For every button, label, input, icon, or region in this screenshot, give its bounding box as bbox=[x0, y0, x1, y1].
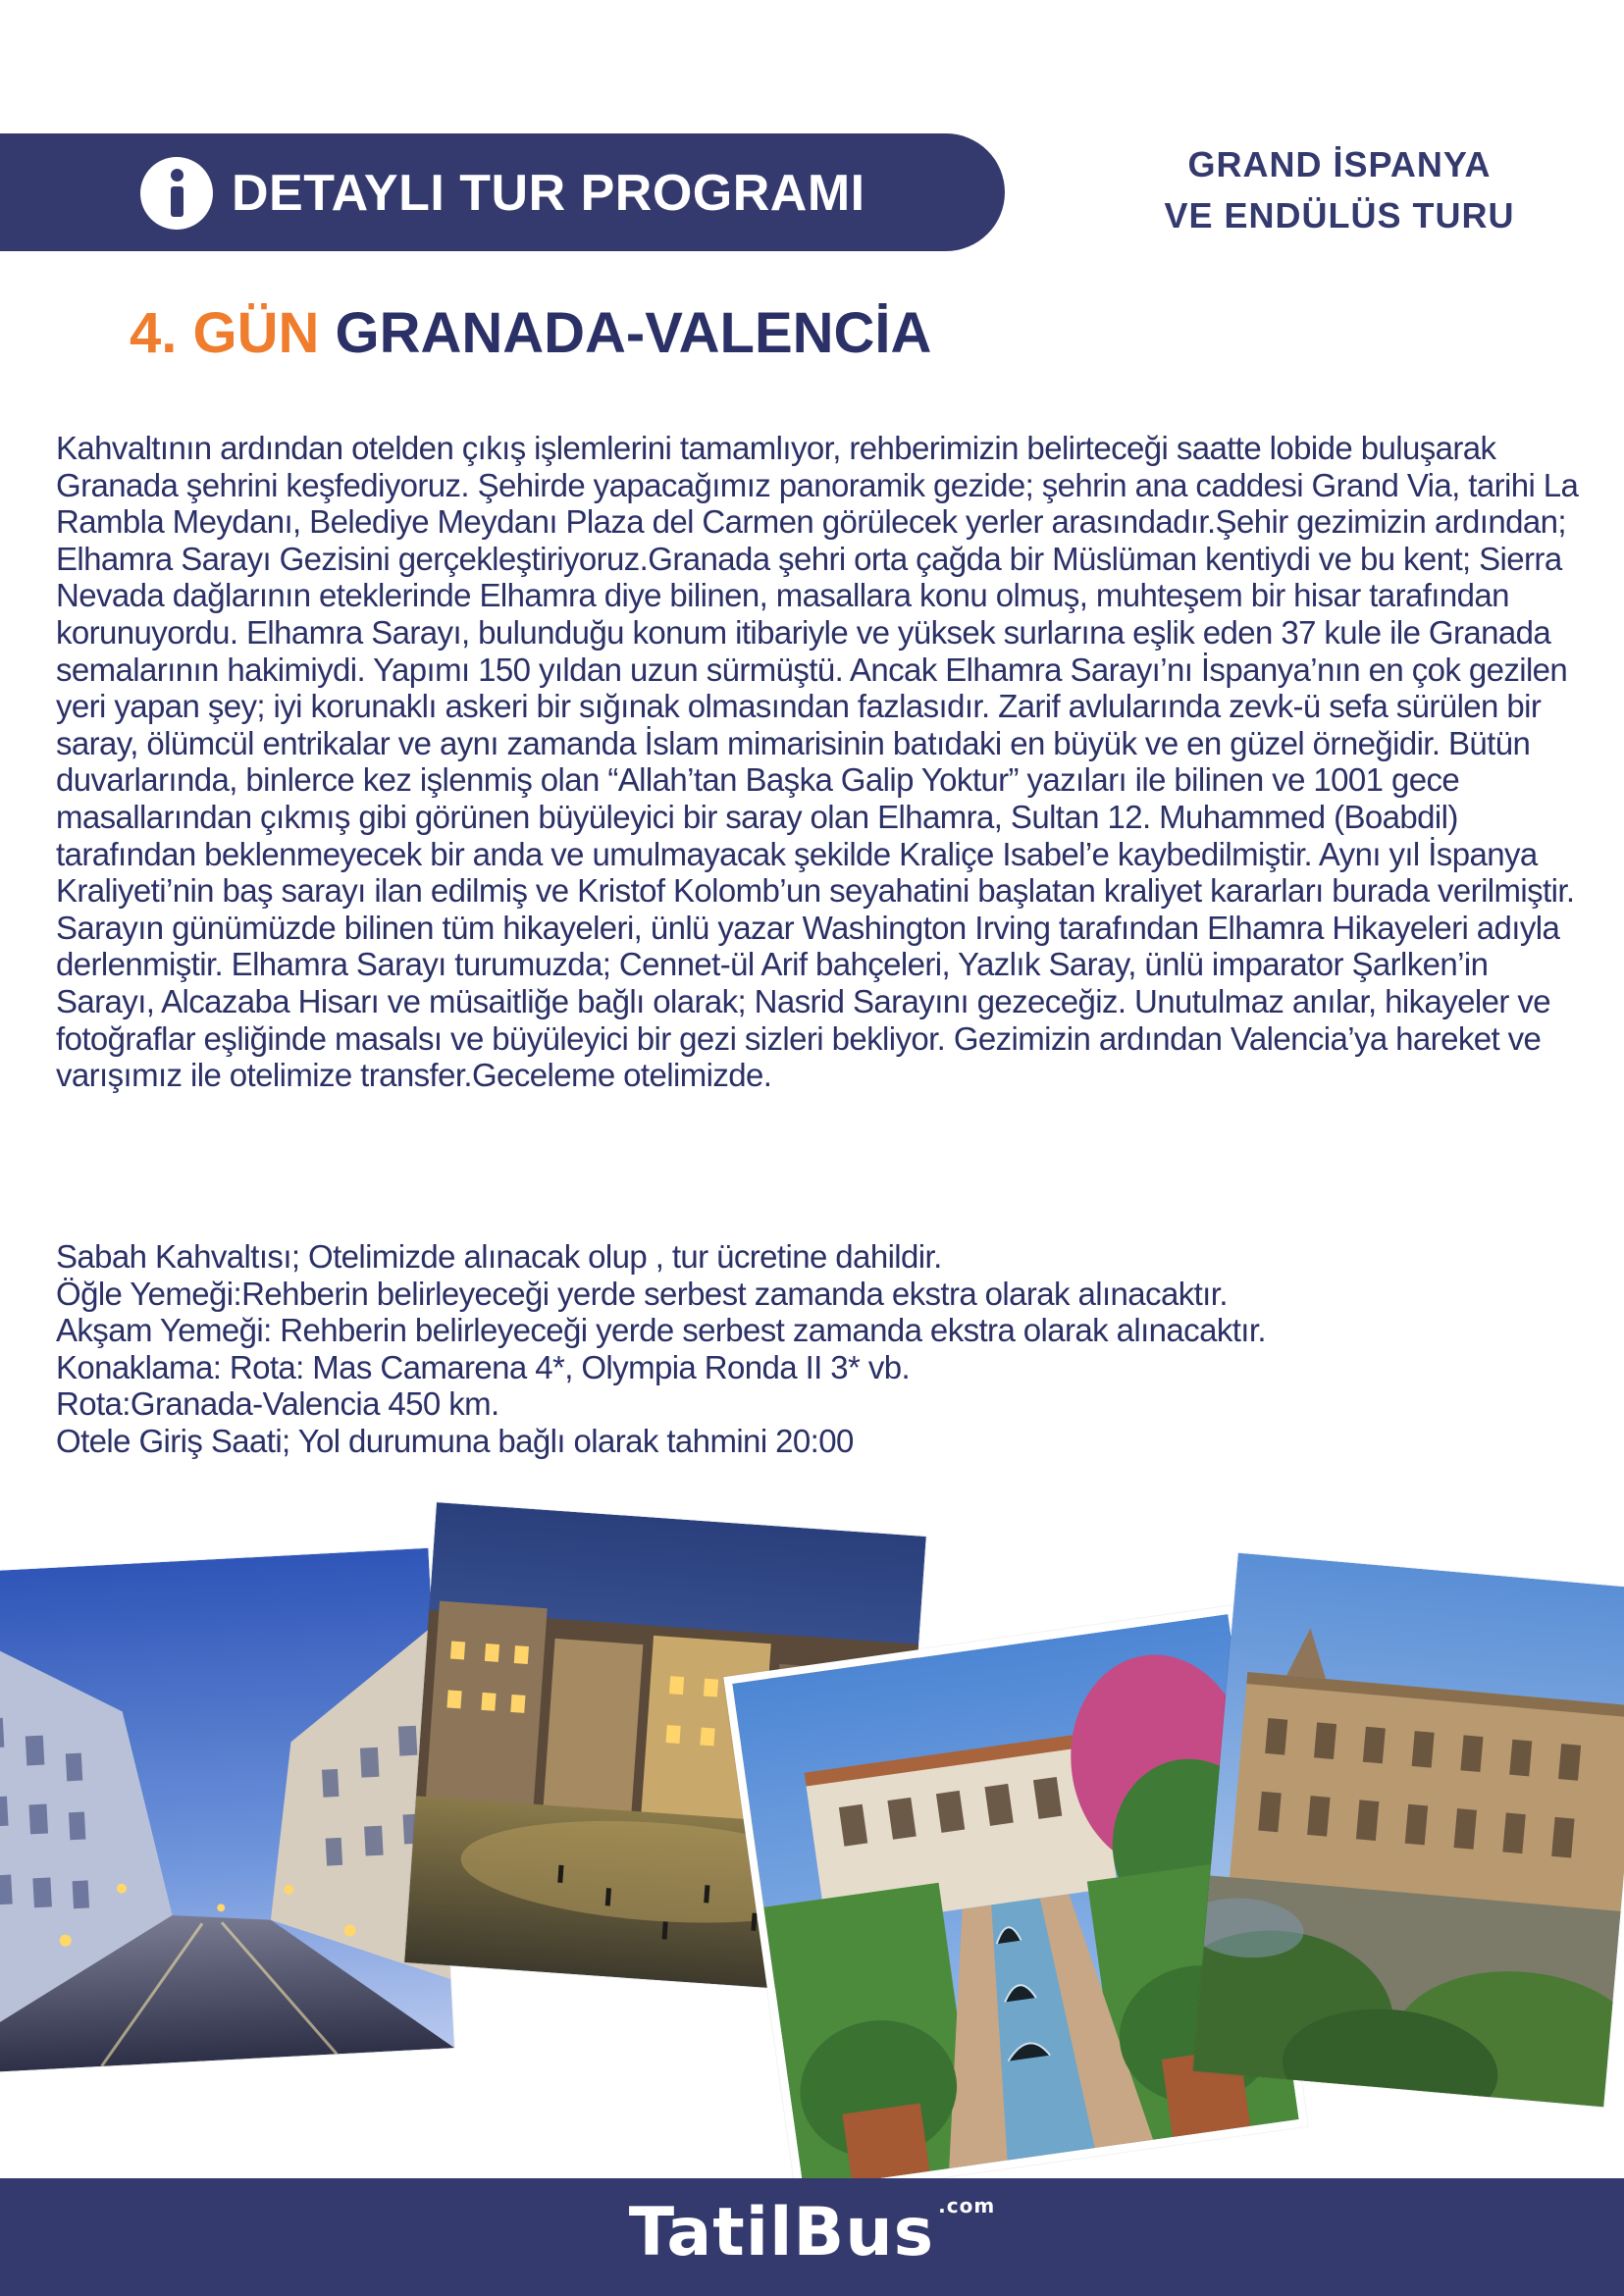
tour-name bbox=[1119, 139, 1560, 241]
info-icon-dot bbox=[171, 169, 183, 182]
dinner-info: Akşam Yemeği: Rehberin belirleyeceği yerde serbest zamanda ekstra olarak alınacaktır. bbox=[56, 1312, 1267, 1349]
day-info-list bbox=[56, 1238, 1587, 1460]
breakfast-info: Sabah Kahvaltısı; Otelimizde alınacak olup , tur ücretine dahildir. bbox=[56, 1238, 942, 1275]
day-number: 4. GÜN bbox=[130, 301, 320, 365]
info-icon-stem bbox=[171, 186, 183, 217]
info-icon bbox=[140, 157, 213, 230]
lunch-info: Öğle Yemeği:Rehberin belirleyeceği yerde serbest zamanda ekstra olarak alınacaktır. bbox=[56, 1275, 1228, 1312]
checkin-info: Otele Giriş Saati; Yol durumuna bağlı olarak tahmini 20:00 bbox=[56, 1422, 854, 1459]
day-route: GRANADA-VALENCİA bbox=[335, 301, 932, 365]
itinerary-paragraph: Kahvaltının ardından otelden çıkış işlemlerini tamamlıyor, rehberimizin belirteceği saatte lobide buluşarak Granada şehrini keşfediyoruz. Şehirde yapacağımız panoramik gezide; şehrin ana caddesi Grand Via, tarihi La Rambla Meydanı, Belediye Meydanı Plaza del Carmen görülecek yerler arasındadır.Şehir gezimizin ardından; Elhamra Sarayı Gezisini gerçekleştiriyoruz.Granada şehri orta çağda bir Müslüman kentiydi ve bu kent; Sierra Nevada dağlarının eteklerinde Elhamra diye bilinen, masallara konu olmuş, muhteşem bir hisar tarafından korunuyordu. Elhamra Sarayı, bulunduğu konum itibariyle ve yüksek surlarına eşlik eden 37 kule ile Granada semalarının hakimiydi. Yapımı 150 yıldan uzun sürmüştü. Ancak Elhamra Sarayı’nı İspanya’nın en çok gezilen yeri yapan şey; iyi korunaklı askeri bir sığınak olmasından fazlasıdır. Zarif avlularında zevk-ü sefa sürülen bir saray, ölümcül entrikalar ve aynı zamanda İslam mimarisinin batıdaki en büyük ve en güzel örneğidir. Bütün duvarlarında, binlerce kez işlenmiş olan “Allah’tan Başka Galip Yoktur” yazıları ile bilinen ve 1001 gece masallarından çıkmış gibi görünen büyüleyici bir saray olan Elhamra, Sultan 12. Muhammed (Boabdil) tarafından beklenmeyecek bir anda ve umulmayacak şekilde Kraliçe Isabel’e kaybedilmiştir. Aynı yıl İspanya Kraliyeti’nin baş sarayı ilan edilmiş ve Kristof Kolomb’un seyahatini başlatan kraliyet kararları burada verilmiştir. Sarayın günümüzde bilinen tüm hikayeleri, ünlü yazar Washington Irving tarafından Elhamra Hikayeleri adıyla derlenmiştir. Elhamra Sarayı turumuzda; Cennet-ül Arif bahçeleri, Yazlık Saray, ünlü imparator Şarlken’in Sarayı, Alcazaba Hisarı ve müsaitliğe bağlı olarak; Nasrid Sarayını gezeceğiz. Unutulmaz anılar, hikayeler ve fotoğraflar eşliğinde masalsı ve büyüleyici bir gezi sizleri bekliyor. Gezimizin ardından Valencia’ya hareket ve varışımız ile otelimize transfer.Geceleme otelimizde. bbox=[56, 430, 1579, 1094]
tour-name-line-1: GRAND İSPANYA bbox=[1187, 144, 1492, 184]
accommodation-info: Konaklama: Rota: Mas Camarena 4*, Olympia Ronda II 3* vb. bbox=[56, 1348, 911, 1385]
logo-suffix: .com bbox=[938, 2194, 996, 2218]
photo-gran-via-street bbox=[0, 1548, 454, 2072]
day-heading bbox=[130, 294, 931, 373]
photo-charles-v-palace bbox=[1193, 1553, 1624, 2108]
logo-text: TatilBus bbox=[628, 2194, 935, 2271]
page-title: DETAYLI TUR PROGRAMI bbox=[232, 165, 865, 222]
itinerary-description bbox=[56, 430, 1587, 1094]
tatilbus-logo bbox=[0, 2194, 1624, 2271]
route-info: Rota:Granada-Valencia 450 km. bbox=[56, 1385, 499, 1423]
tour-name-line-2: VE ENDÜLÜS TURU bbox=[1164, 195, 1515, 235]
